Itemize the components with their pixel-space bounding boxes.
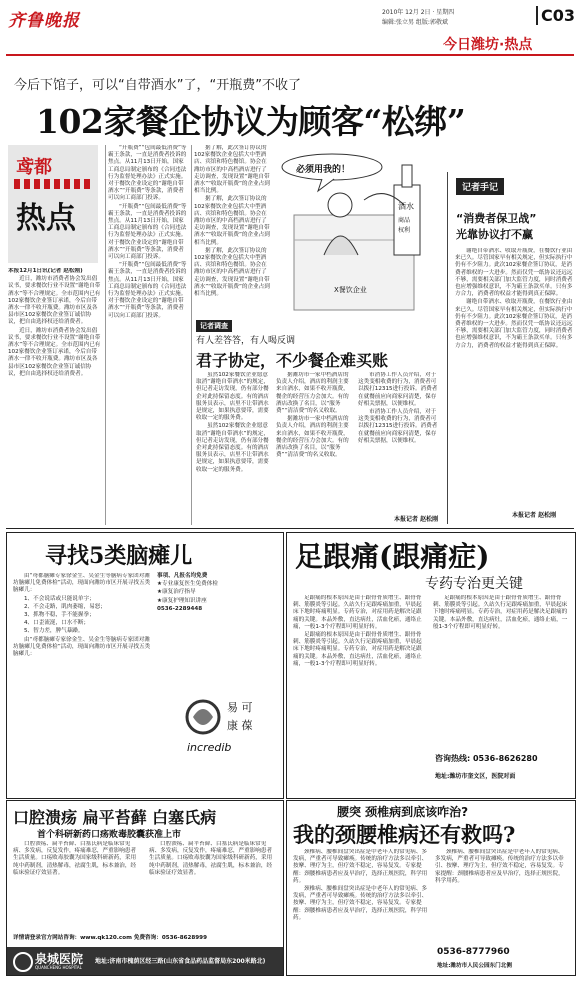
section-title: 今日潍坊·热点 bbox=[443, 37, 533, 53]
survey-tagline: 有人差答答，有人喝反调 bbox=[196, 336, 296, 346]
ad-left-events bbox=[157, 573, 277, 663]
col3-text-repeat: 据了解，此次签订协议的102家餐饮企业包括大中型酒店、宾馆和特色餐馆。协会在潍坊市区的中高档酒店进行了走访调查，发现设置“谢绝自带酒水”“收取开瓶费”的企业占到相当比例。 bbox=[194, 196, 270, 246]
commentary-byline: 本报记者 赵松刚 bbox=[512, 512, 557, 519]
col1-byline: 本报12月1日讯(记者 赵松刚) bbox=[8, 268, 83, 274]
brand-logo-icon bbox=[183, 697, 223, 737]
ad-br-text: 颈椎病、腰椎间盘突出症是中老年人的常见病、多发病，严重者可导致瘫痪。传统的治疗方法多以牵引、按摩、理疗为主，但疗效不稳定，容易复发。专家提醒：颈腰椎病患者应及早治疗，选择正规医院，科学用药。 bbox=[293, 849, 428, 884]
ad-left-brand-block bbox=[183, 693, 273, 785]
ad-bl-hospital-bar bbox=[7, 947, 283, 975]
bottle-label-2: 商品 bbox=[398, 217, 411, 224]
header-rule bbox=[6, 54, 574, 56]
ad-oral-ulcer bbox=[6, 800, 284, 976]
ad-left-intro-repeat: 由“鸢都脑瘫专家徐金生、吴金生等脑病专家团对潍坊脑瘫儿免费体检”活动，现面向潍坊市区开展寻找五类脑瘫儿： bbox=[13, 636, 151, 658]
ad-cerebral-palsy bbox=[6, 532, 284, 799]
ad-left-item-1: 1、不会说话或只能说单字； bbox=[24, 595, 95, 602]
ad-left-event-3: ★康复护理知识讲座 bbox=[157, 597, 207, 604]
hotline-label: 咨询热线 bbox=[435, 754, 467, 763]
hotline-number: 0536-8626280 bbox=[472, 754, 538, 763]
commentary-label: 记者手记 bbox=[456, 178, 504, 195]
ad-left-intro: 由“鸢都脑瘫专家徐金生、吴金生等脑病专家团对潍坊脑瘫儿免费体检”活动，现面向潍坊市区开展寻找五类脑瘫儿： bbox=[13, 573, 151, 594]
hospital-logo-icon bbox=[13, 952, 33, 972]
commentary-text-repeat: 谢绝自带酒水、收取开瓶费，在餐饮行业由来已久。尽管国家早有相关规定，但实际执行中仍有不少阻力。此次102家餐企签订协议，是消费者维权的一大进步。然而仅凭一纸协议还远远不够，需要相关部门加大监管力度，同时消费者也应增强维权意识，不为霸王条款买单。只有多方合力，消费者的权益才能得到真正保障。 bbox=[455, 299, 573, 349]
ad-right-hotline: 咨询热线: 0536-8626280 bbox=[435, 754, 538, 763]
survey-col1-repeat: 虽然102家餐饮企业愿意取消“谢绝自带酒水”的规定，但记者走访发现，仍有部分餐企对此持保留态度。有的酒店服务员表示，店里不让带酒水是规定，如果执意要带，需要收取一定的服务费。 bbox=[196, 423, 269, 473]
col1-text: 近日，潍坊市消费者协会发出倡议书，要求餐饮行业不设置“谢绝自带酒水”等不合理规定。全市范围内已有102家餐饮企业签订承诺，今后自带酒水一律不收开瓶费。潍坊市区及各县市区102家餐饮企业签订诚信协议，把自由选择权还给消费者。 bbox=[8, 276, 101, 326]
ad-br-address: 地址:潍坊市人民公园东门北侧 bbox=[437, 963, 512, 969]
col-divider bbox=[191, 145, 192, 525]
ad-right-text: 足跟痛的根本原因是由于跟骨骨质增生、跟骨骨刺、筋膜炎等引起。久站久行足跟疼痛加重，早晨起床下地时疼痛明显。专药专治，对症用药是解决足跟痛的关键。本品外敷，直达病灶，活血化瘀，通络止痛，一般1-3个疗程即可明显好转。 bbox=[293, 595, 422, 630]
ad-right-text-2: 足跟痛的根本原因是由于跟骨骨质增生、跟骨骨刺、筋膜炎等引起。久站久行足跟疼痛加重，早晨起床下地时疼痛明显。专药专治，对症用药是解决足跟痛的关键。本品外敷，直达病灶，活血化瘀，通络止痛，一般1-3个疗程即可明显好转。 bbox=[433, 595, 568, 630]
ad-left-item-4: 4、口歪流涎，口水不断； bbox=[24, 620, 90, 627]
badge-dots bbox=[14, 179, 92, 189]
ad-left-headline: 寻找5类脑瘫儿 bbox=[45, 543, 193, 569]
ad-bl-text: 口腔溃疡、扁平苔藓、白塞氏病是临床常见病、多发病，反复发作，疼痛难忍，严重影响患者生活质量。口疡败毒胶囊为国家级科研新药，采用纯中药制剂，清热解毒，祛腐生肌，标本兼治，经临床验证疗效显著。 bbox=[13, 841, 137, 876]
col2-text-repeat: “开瓶费”“包间最低消费”等霸王条款，一直是消费者投诉的焦点。从11月13日开始，国家工商总局制定颁布的《合同违法行为监督处理办法》正式实施。对于餐饮企业设定的“谢绝自带酒水”“开瓶费”等条款，消费者可以向工商部门投诉。 bbox=[108, 203, 187, 261]
ad-bl-text-repeat: 口腔溃疡、扁平苔藓、白塞氏病是临床常见病、多发病，反复发作，疼痛难忍，严重影响患者生活质量。口疡败毒胶囊为国家级科研新药，采用纯中药制剂，清热解毒，祛腐生肌，标本兼治，经临床验证疗效显著。 bbox=[149, 841, 273, 876]
date-line: 2010年 12月 2日 · 星期四 bbox=[382, 9, 455, 16]
ad-left-event-1: ★专业康复医生免费体检 bbox=[157, 581, 218, 588]
ad-right-headline: 足跟痛(跟痛症) bbox=[295, 540, 490, 573]
ad-bl-subhead: 首个科研新药口疡败毒胶囊获准上市 bbox=[37, 830, 182, 840]
ad-left-event-2: ★康复治疗指导 bbox=[157, 589, 196, 596]
ad-heel-pain bbox=[286, 532, 576, 799]
ad-br-phone: 0536-8777960 bbox=[437, 947, 510, 957]
section-rule bbox=[6, 528, 574, 529]
survey-col1-text: 虽然102家餐饮企业愿意取消“谢绝自带酒水”的规定，但记者走访发现，仍有部分餐企对此持保留态度。有的酒店服务员表示，店里不让带酒水是规定，如果执意要带，需要收取一定的服务费。 bbox=[196, 372, 269, 422]
commentary-headline-1: “消费者保卫战” bbox=[456, 212, 537, 225]
newspaper-logo: 齐鲁晚报 bbox=[8, 11, 80, 31]
bottle-label-3: 权利 bbox=[398, 227, 411, 234]
col3-text: 据了解，此次签订协议的102家餐饮企业包括大中型酒店、宾馆和特色餐馆。协会在潍坊市区的中高档酒店进行了走访调查，发现设置“谢绝自带酒水”“收取开瓶费”的企业占到相当比例。 bbox=[194, 145, 270, 195]
col3-text-repeat2: 据了解，此次签订协议的102家餐饮企业包括大中型酒店、宾馆和特色餐馆。协会在潍坊市区的中高档酒店进行了走访调查，发现设置“谢绝自带酒水”“收取开瓶费”的企业占到相当比例。 bbox=[194, 247, 270, 298]
survey-col1 bbox=[196, 372, 272, 522]
ad-left-item-2: 2、不会走路，肌肉萎缩，易怒； bbox=[24, 603, 106, 610]
ad-left-item-3: 3、抓物不稳，手不能握拳； bbox=[24, 612, 95, 619]
survey-col2-text: 据潍坊市一家中档酒店的负责人介绍，酒店的利润主要来自酒水，如果不收开瓶费，餐企的经营压力会加大。有的酒店改换了名目，以“服务费”“清洁费”的名义收取。 bbox=[276, 372, 349, 415]
survey-label: 记者调查 bbox=[196, 320, 232, 332]
ad-br-kicker: 腰突 颈椎病到底该咋治? bbox=[337, 805, 469, 819]
hospital-en: QUANCHENG HOSPITAL bbox=[35, 965, 82, 970]
ad-left-body bbox=[13, 573, 151, 793]
ad-right-body-2 bbox=[433, 595, 569, 745]
brand-text-3: incredib bbox=[187, 741, 232, 754]
survey-headline: 君子协定，不少餐企难买账 bbox=[196, 351, 389, 370]
survey-col3 bbox=[358, 372, 438, 512]
ad-left-events-title: 事项、凡报名均免费 bbox=[157, 573, 208, 579]
col2-text-repeat2: “开瓶费”“包间最低消费”等霸王条款，一直是消费者投诉的焦点。从11月13日开始，国家工商总局制定颁布的《合同违法行为监督处理办法》正式实施。对于餐饮企业设定的“谢绝自带酒水”“开瓶费”等条款，消费者可以向工商部门投诉。 bbox=[108, 262, 187, 319]
survey-col2 bbox=[276, 372, 354, 522]
col-divider bbox=[105, 145, 106, 525]
commentary-text: 谢绝自带酒水、收取开瓶费，在餐饮行业由来已久。尽管国家早有相关规定，但实际执行中仍有不少阻力。此次102家餐企签订协议，是消费者维权的一大进步。然而仅凭一纸协议还远远不够，需要相关部门加大监管力度，同时消费者也应增强维权意识，不为霸王条款买单。只有多方合力，消费者的权益才能得到真正保障。 bbox=[455, 248, 573, 298]
cartoon-illustration bbox=[274, 145, 442, 317]
brand-text-2: 康 葆 bbox=[227, 719, 253, 732]
ad-br-text-2: 颈椎病、腰椎间盘突出症是中老年人的常见病、多发病，严重者可导致瘫痪。传统的治疗方法多以牵引、按摩、理疗为主，但疗效不稳定，容易复发。专家提醒：颈腰椎病患者应及早治疗，选择正规医院，科学用药。 bbox=[435, 849, 564, 884]
ad-right-body-1 bbox=[293, 595, 427, 793]
commentary-headline-2: 光靠协议打不赢 bbox=[456, 228, 533, 241]
ad-bl-body bbox=[13, 841, 277, 929]
sidebar-divider bbox=[447, 172, 448, 524]
ad-left-item-5: 5、智力差，脾气暴躁。 bbox=[24, 628, 84, 635]
survey-col3-repeat: 市消协工作人员介绍，对于这类变相收费的行为，消费者可以拨打12315进行投诉。消费者在就餐前应向商家问清楚，保存好相关票据，以便维权。 bbox=[358, 409, 438, 444]
col1-text-repeat: 近日，潍坊市消费者协会发出倡议书，要求餐饮行业不设置“谢绝自带酒水”等不合理规定。全市范围内已有102家餐饮企业签订承诺，今后自带酒水一律不收开瓶费。潍坊市区及各县市区102家餐饮企业签订诚信协议，把自由选择权还给消费者。 bbox=[8, 327, 101, 377]
ad-br-body-2 bbox=[435, 849, 569, 941]
hospital-address: 地址:济南市槐荫区经三路(山东省食品药品监督局东200米路北) bbox=[95, 958, 266, 965]
main-col2 bbox=[108, 145, 188, 525]
survey-col3-text: 市消协工作人员介绍，对于这类变相收费的行为，消费者可以拨打12315进行投诉。消费者在就餐前应向商家问清楚，保存好相关票据，以便维权。 bbox=[358, 372, 438, 407]
brand-text-1: 易 可 bbox=[227, 701, 253, 714]
main-col1 bbox=[8, 268, 102, 522]
hospital-name: 泉城医院 bbox=[35, 952, 84, 966]
main-kicker: 今后下馆子，可以“自带酒水”了，“开瓶费”不收了 bbox=[14, 78, 301, 93]
ad-br-headline: 我的颈腰椎病还有救吗? bbox=[293, 822, 516, 847]
ad-right-subhead: 专药专治更关键 bbox=[425, 576, 523, 592]
ad-br-text-repeat: 颈椎病、腰椎间盘突出症是中老年人的常见病、多发病，严重者可导致瘫痪。传统的治疗方法多以牵引、按摩、理疗为主，但疗效不稳定，容易复发。专家提醒：颈腰椎病患者应及早治疗，选择正规医院，科学用药。 bbox=[293, 886, 428, 921]
speech-bubble-text: 必须用我的！ bbox=[296, 165, 351, 175]
col2-text: “开瓶费”“包间最低消费”等霸王条款，一直是消费者投诉的焦点。从11月13日开始，国家工商总局制定颁布的《合同违法行为监督处理办法》正式实施。对于餐饮企业设定的“谢绝自带酒水”“开瓶费”等条款，消费者可以向工商部门投诉。 bbox=[108, 145, 187, 202]
ad-right-address: 地址:潍坊市奎文区，医院对面 bbox=[435, 773, 516, 780]
editor-line: 编辑:张立男 组版:郭敬斌 bbox=[382, 19, 448, 26]
ad-br-body-1 bbox=[293, 849, 431, 971]
badge-top-text: 鸢都 bbox=[16, 157, 52, 178]
bottle-label: 酒水 bbox=[398, 202, 414, 211]
commentary-body bbox=[455, 248, 573, 498]
survey-col2-repeat: 据潍坊市一家中档酒店的负责人介绍，酒店的利润主要来自酒水，如果不收开瓶费，餐企的经营压力会加大。有的酒店改换了名目，以“服务费”“清洁费”的名义收取。 bbox=[276, 416, 349, 459]
main-headline: 102家餐企协议为顾客“松绑” bbox=[36, 102, 466, 141]
ad-spine bbox=[286, 800, 576, 976]
ad-bl-contact: 详情请登录官方网站咨询：www.qk120.com 免费咨询：0536-8628999 bbox=[13, 935, 207, 941]
page-code: C03 bbox=[536, 6, 575, 25]
ad-right-text-repeat: 足跟痛的根本原因是由于跟骨骨质增生、跟骨骨刺、筋膜炎等引起。久站久行足跟疼痛加重，早晨起床下地时疼痛明显。专药专治，对症用药是解决足跟痛的关键。本品外敷，直达病灶，活血化瘀，通络止痛，一般1-3个疗程即可明显好转。 bbox=[293, 632, 422, 667]
hot-topic-badge bbox=[8, 145, 98, 263]
badge-bottom-text: 热点 bbox=[16, 201, 76, 236]
ad-left-phone: 0536-2289448 bbox=[157, 605, 203, 612]
ad-bl-headline: 口腔溃疡 扁平苔藓 白塞氏病 bbox=[13, 808, 217, 827]
table-label: X餐饮企业 bbox=[334, 286, 367, 294]
survey-byline: 本报记者 赵松刚 bbox=[394, 516, 439, 523]
